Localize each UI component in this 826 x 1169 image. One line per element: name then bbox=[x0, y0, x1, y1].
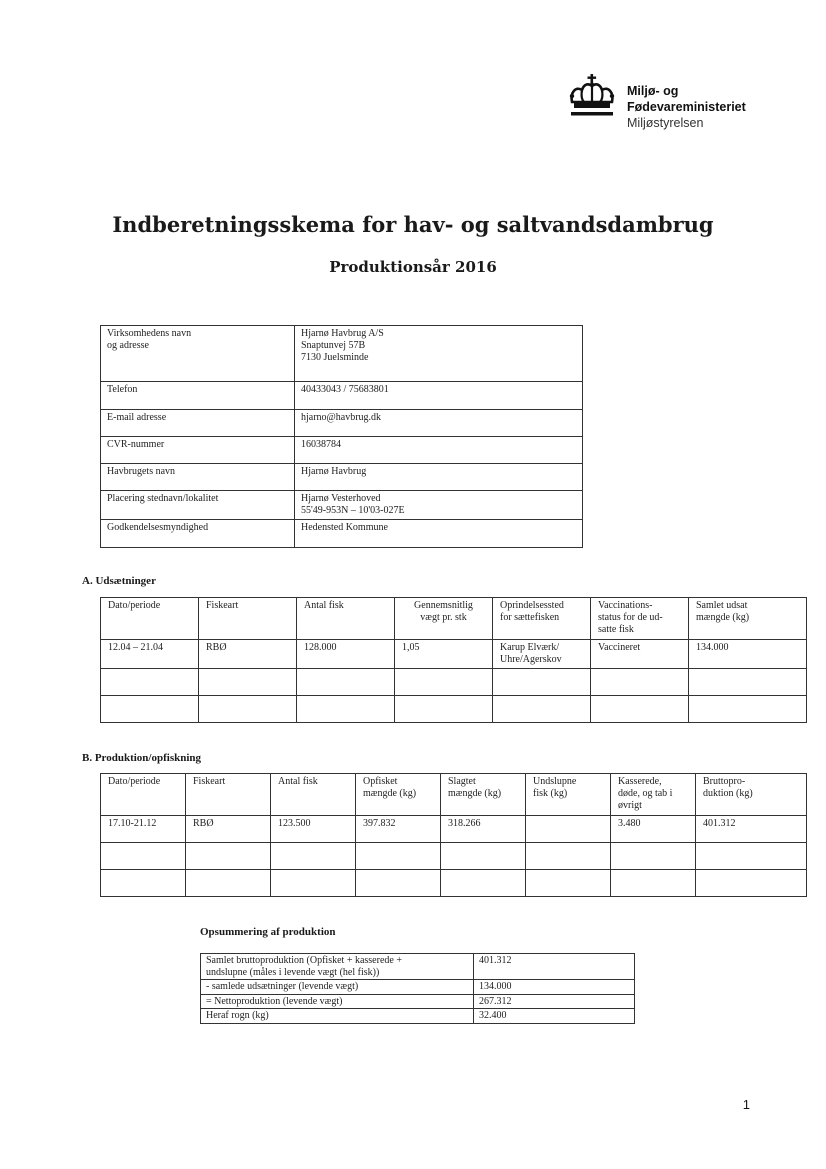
table-row bbox=[101, 640, 807, 669]
page-title: Indberetningsskema for hav- og saltvandsdambrug bbox=[112, 212, 714, 237]
table-cell: 3.480 bbox=[611, 816, 696, 843]
table-cell: 128.000 bbox=[297, 640, 395, 669]
info-row bbox=[101, 437, 583, 464]
table-row-empty bbox=[101, 669, 807, 696]
header-cell: Dato/periode bbox=[101, 774, 186, 816]
table-header-row bbox=[101, 774, 807, 816]
info-label: CVR-nummer bbox=[101, 437, 295, 464]
summary-row bbox=[201, 980, 635, 995]
header-cell: Gennemsnitlig vægt pr. stk bbox=[395, 598, 493, 640]
summary-row bbox=[201, 1009, 635, 1024]
table-row-empty bbox=[101, 870, 807, 897]
summary-title: Opsummering af produktion bbox=[200, 926, 336, 938]
table-row-empty bbox=[101, 843, 807, 870]
table-row-empty bbox=[101, 696, 807, 723]
header-cell: Slagtet mængde (kg) bbox=[441, 774, 526, 816]
ministry-logo bbox=[566, 72, 796, 152]
table-cell: 401.312 bbox=[696, 816, 807, 843]
table-row bbox=[101, 816, 807, 843]
summary-label: = Nettoproduktion (levende vægt) bbox=[201, 994, 474, 1009]
header-cell: Fiskeart bbox=[186, 774, 271, 816]
info-value: 16038784 bbox=[295, 437, 583, 464]
page-number: 1 bbox=[742, 1097, 750, 1112]
table-cell: 17.10-21.12 bbox=[101, 816, 186, 843]
header-cell: Bruttopro- duktion (kg) bbox=[696, 774, 807, 816]
produktion-table bbox=[100, 773, 807, 897]
table-cell: Karup Elværk/ Uhre/Agerskov bbox=[493, 640, 591, 669]
logo-line-2: Fødevareministeriet bbox=[627, 100, 746, 114]
table-cell: RBØ bbox=[186, 816, 271, 843]
info-value: Hjarnø Havbrug bbox=[295, 464, 583, 491]
info-row bbox=[101, 326, 583, 382]
info-row bbox=[101, 410, 583, 437]
info-label: Telefon bbox=[101, 382, 295, 410]
summary-value: 32.400 bbox=[474, 1009, 635, 1024]
crown-icon bbox=[566, 72, 618, 122]
table-cell: 134.000 bbox=[689, 640, 807, 669]
summary-value: 401.312 bbox=[474, 954, 635, 980]
info-label: Virksomhedens navn og adresse bbox=[101, 326, 295, 382]
info-value: Hjarnø Vesterhoved 55'49-953N – 10'03-027E bbox=[295, 491, 583, 520]
info-value: Hedensted Kommune bbox=[295, 520, 583, 548]
summary-row bbox=[201, 954, 635, 980]
table-cell: 1,05 bbox=[395, 640, 493, 669]
header-cell: Samlet udsat mængde (kg) bbox=[689, 598, 807, 640]
summary-value: 134.000 bbox=[474, 980, 635, 995]
info-label: Havbrugets navn bbox=[101, 464, 295, 491]
summary-label: - samlede udsætninger (levende vægt) bbox=[201, 980, 474, 995]
table-cell: RBØ bbox=[199, 640, 297, 669]
table-cell: 123.500 bbox=[271, 816, 356, 843]
page-subtitle: Produktionsår 2016 bbox=[329, 258, 497, 276]
summary-row bbox=[201, 994, 635, 1009]
logo-line-1: Miljø- og bbox=[627, 84, 679, 98]
info-value: Hjarnø Havbrug A/S Snaptunvej 57B 7130 Juelsminde bbox=[295, 326, 583, 382]
section-a-title: A. Udsætninger bbox=[82, 575, 156, 587]
table-cell: 318.266 bbox=[441, 816, 526, 843]
company-info-table bbox=[100, 325, 583, 548]
header-cell: Dato/periode bbox=[101, 598, 199, 640]
summary-table bbox=[200, 953, 635, 1024]
header-cell: Fiskeart bbox=[199, 598, 297, 640]
header-cell: Undslupne fisk (kg) bbox=[526, 774, 611, 816]
header-cell: Oprindelsessted for sættefisken bbox=[493, 598, 591, 640]
udsaetninger-table bbox=[100, 597, 807, 723]
info-row bbox=[101, 382, 583, 410]
logo-line-3: Miljøstyrelsen bbox=[627, 116, 704, 130]
info-label: Godkendelsesmyndighed bbox=[101, 520, 295, 548]
header-cell: Antal fisk bbox=[297, 598, 395, 640]
header-cell: Vaccinations- status for de ud- satte fisk bbox=[591, 598, 689, 640]
summary-value: 267.312 bbox=[474, 994, 635, 1009]
table-cell: 12.04 – 21.04 bbox=[101, 640, 199, 669]
summary-label: Samlet bruttoproduktion (Opfisket + kasserede + undslupne (måles i levende vægt (hel fisk)) bbox=[201, 954, 474, 980]
table-cell bbox=[526, 816, 611, 843]
info-value: 40433043 / 75683801 bbox=[295, 382, 583, 410]
header-cell: Opfisket mængde (kg) bbox=[356, 774, 441, 816]
section-b-title: B. Produktion/opfiskning bbox=[82, 752, 202, 764]
info-row bbox=[101, 464, 583, 491]
table-cell: Vaccineret bbox=[591, 640, 689, 669]
info-label: E-mail adresse bbox=[101, 410, 295, 437]
info-value: hjarno@havbrug.dk bbox=[295, 410, 583, 437]
header-cell: Antal fisk bbox=[271, 774, 356, 816]
header-cell: Kasserede, døde, og tab i øvrigt bbox=[611, 774, 696, 816]
info-row bbox=[101, 491, 583, 520]
table-cell: 397.832 bbox=[356, 816, 441, 843]
info-row bbox=[101, 520, 583, 548]
info-label: Placering stednavn/lokalitet bbox=[101, 491, 295, 520]
summary-label: Heraf rogn (kg) bbox=[201, 1009, 474, 1024]
table-header-row bbox=[101, 598, 807, 640]
